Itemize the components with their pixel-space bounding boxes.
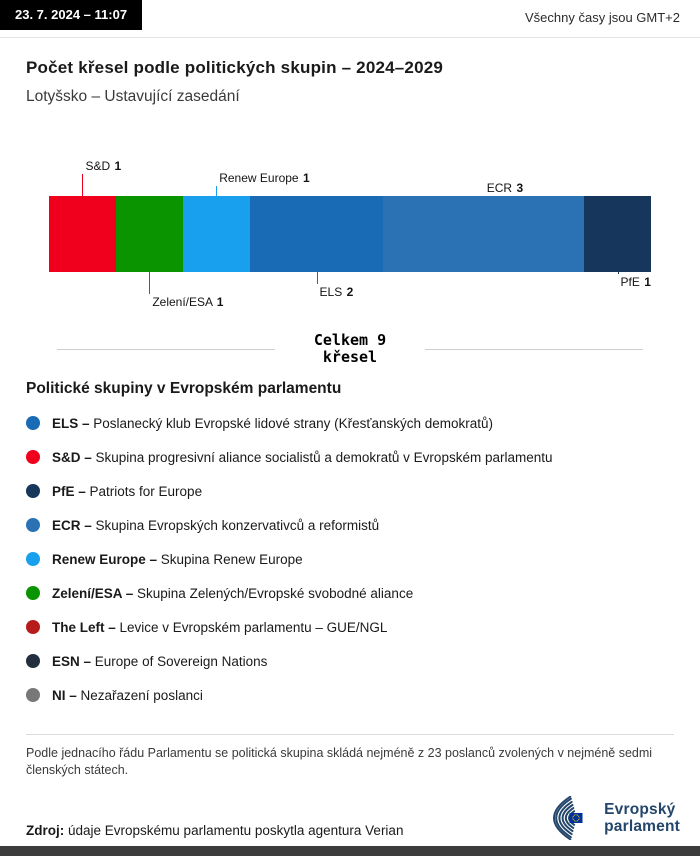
- callout-line-sd: [82, 174, 83, 196]
- legend-item-sd: [0, 440, 700, 474]
- callout-label-pfe: PfE 1: [620, 275, 651, 289]
- callout-label-els: ELS 2: [319, 285, 354, 299]
- legend-label-greens-efa: Zelení/ESA – Skupina Zelených/Evropské svobodné aliance: [52, 585, 414, 601]
- timestamp: 23. 7. 2024 – 11:07: [0, 0, 142, 30]
- bar-segment-greens-efa[interactable]: [116, 196, 183, 272]
- ep-logo-line1: Evropský: [604, 800, 676, 818]
- bar-segment-ecr[interactable]: [383, 196, 584, 272]
- legend-item-ecr: [0, 508, 700, 542]
- legend-item-pfe: [0, 474, 700, 508]
- total-rule-left: [57, 349, 275, 350]
- legend-list: [0, 406, 700, 712]
- bar-segment-els[interactable]: [250, 196, 384, 272]
- bar-segment-renew[interactable]: [183, 196, 250, 272]
- legend-item-els: [0, 406, 700, 440]
- legend-dot-esn: [26, 654, 40, 668]
- seat-bar: [49, 196, 651, 272]
- legend-dot-els: [26, 416, 40, 430]
- callout-label-renew: Renew Europe 1: [219, 171, 310, 185]
- total-seats-line2: křesel: [322, 348, 378, 366]
- legend-label-esn: ESN – Europe of Sovereign Nations: [52, 653, 268, 669]
- callout-label-sd: S&D 1: [85, 159, 122, 173]
- legend-dot-pfe: [26, 484, 40, 498]
- footnote-divider: [26, 734, 674, 735]
- callout-line-pfe: [618, 272, 619, 274]
- callout-line-greens-efa: [149, 272, 150, 294]
- total-seats: [57, 332, 643, 366]
- legend-dot-ecr: [26, 518, 40, 532]
- source-line: [26, 823, 403, 840]
- footnote: Podle jednacího řádu Parlamentu se politická skupina skládá nejméně z 23 poslanců zvolených v nejméně sedmi členských státech.: [26, 746, 653, 777]
- page-subtitle: Lotyšsko – Ustavující zasedání: [26, 88, 240, 105]
- legend-label-pfe: PfE – Patriots for Europe: [52, 483, 203, 499]
- seat-chart: [49, 156, 651, 316]
- legend-label-sd: S&D – Skupina progresivní aliance socialistů a demokratů v Evropském parlamentu: [52, 449, 553, 465]
- legend-label-ni: NI – Nezařazení poslanci: [52, 687, 203, 703]
- legend-dot-left: [26, 620, 40, 634]
- ep-hemicycle-icon: [533, 796, 595, 840]
- footer: [26, 796, 680, 840]
- legend-dot-renew: [26, 552, 40, 566]
- legend-label-left: The Left – Levice v Evropském parlamentu – GUE/NGL: [52, 619, 388, 635]
- ep-logo-line2: parlament: [604, 818, 680, 835]
- legend-item-left: [0, 610, 700, 644]
- total-rule-right: [425, 349, 643, 350]
- legend-label-ecr: ECR – Skupina Evropských konzervativců a reformistů: [52, 517, 380, 533]
- source-text: údaje Evropskému parlamentu poskytla agentura Verian: [64, 823, 404, 838]
- callout-line-renew: [216, 186, 217, 196]
- timezone-note: Všechny časy jsou GMT+2: [525, 10, 680, 25]
- legend-item-esn: [0, 644, 700, 678]
- bar-segment-sd[interactable]: [49, 196, 116, 272]
- total-seats-label: [275, 332, 425, 366]
- legend-dot-ni: [26, 688, 40, 702]
- bottom-bar: [0, 846, 700, 856]
- legend-item-greens-efa: [0, 576, 700, 610]
- callout-label-greens-efa: Zelení/ESA 1: [152, 295, 224, 309]
- callout-line-els: [317, 272, 318, 284]
- eu-flag-icon: [570, 813, 583, 823]
- legend-heading: Politické skupiny v Evropském parlamentu: [26, 380, 342, 397]
- legend-label-renew: Renew Europe – Skupina Renew Europe: [52, 551, 303, 567]
- legend-dot-greens-efa: [26, 586, 40, 600]
- page-title: Počet křesel podle politických skupin – 2024–2029: [26, 58, 444, 77]
- legend-dot-sd: [26, 450, 40, 464]
- ep-logo-text: [604, 801, 680, 836]
- callout-label-ecr: ECR 3: [486, 181, 524, 195]
- legend-item-renew: [0, 542, 700, 576]
- total-seats-line1: Celkem 9: [313, 331, 387, 349]
- legend-item-ni: [0, 678, 700, 712]
- legend-label-els: ELS – Poslanecký klub Evropské lidové strany (Křesťanských demokratů): [52, 415, 493, 431]
- bar-segment-pfe[interactable]: [584, 196, 651, 272]
- ep-logo: [533, 796, 680, 840]
- header: [0, 0, 700, 38]
- source-label: Zdroj:: [26, 823, 65, 838]
